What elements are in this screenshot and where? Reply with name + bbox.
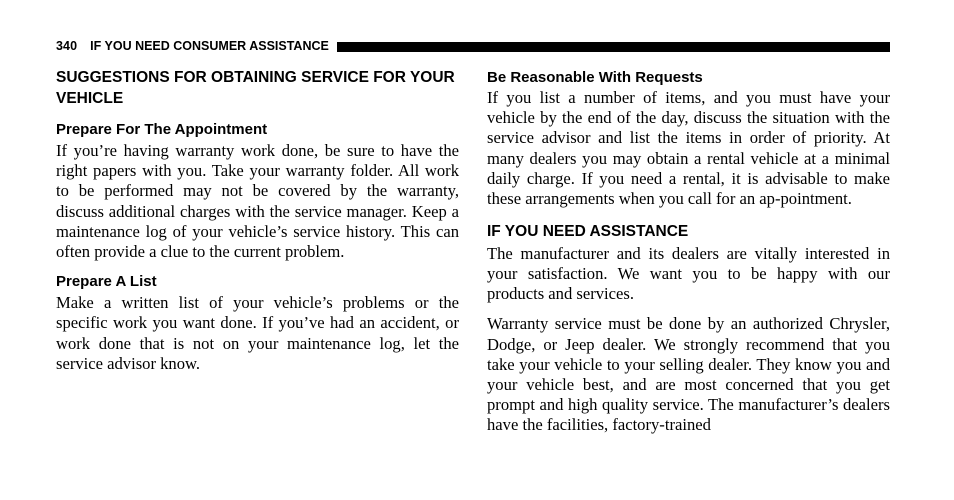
heading-prepare-list: Prepare A List: [56, 273, 157, 291]
paragraph-prepare-appointment: If you’re having warranty work done, be sure to have the right papers with you. Take your warranty folder. All work to be performed may not be covered by the warranty, discuss additional charges with the service manager. Keep a maintenance log of your vehicle’s service history. This can often provide a clue to the current problem.: [56, 141, 459, 262]
paragraph-satisfaction: The manufacturer and its dealers are vitally interested in your satisfaction. We want you to be happy with our products and services.: [487, 243, 890, 304]
paragraph-prepare-list: Make a written list of your vehicle’s problems or the specific work you want done. If you’ve had an accident, or work done that is not on your maintenance log, let the service advisor know.: [56, 293, 459, 373]
section-title-need-assistance: IF YOU NEED ASSISTANCE: [487, 223, 689, 241]
paragraph-warranty-service: Warranty service must be done by an authorized Chrysler, Dodge, or Jeep dealer. We strongly recommend that you take your vehicle to your selling dealer. They know you and your vehicle best, and are most concerned that you get prompt and high quality service. The manufacturer’s dealers have the facilities, factory-trained: [487, 314, 890, 435]
left-column: [56, 68, 459, 374]
paragraph-reasonable-requests: If you list a number of items, and you must have your vehicle by the end of the day, discuss the situation with the service advisor and list the items in order of priority. At many dealers you may obtain a rental vehicle at a minimal daily charge. If you need a rental, it is advisable to make these arrangements when you call for an ap-pointment.: [487, 88, 890, 209]
heading-reasonable-requests: Be Reasonable With Requests: [487, 69, 703, 86]
section-title-service-suggestions: SUGGESTIONS FOR OBTAINING SERVICE FOR YOUR VEHICLE: [56, 69, 455, 107]
page-header: [56, 38, 890, 54]
page-number: 340: [56, 39, 78, 53]
heading-prepare-appointment: Prepare For The Appointment: [56, 121, 268, 138]
header-rule: [337, 42, 890, 52]
running-title: IF YOU NEED CONSUMER ASSISTANCE: [90, 39, 329, 53]
right-column: [487, 68, 890, 436]
